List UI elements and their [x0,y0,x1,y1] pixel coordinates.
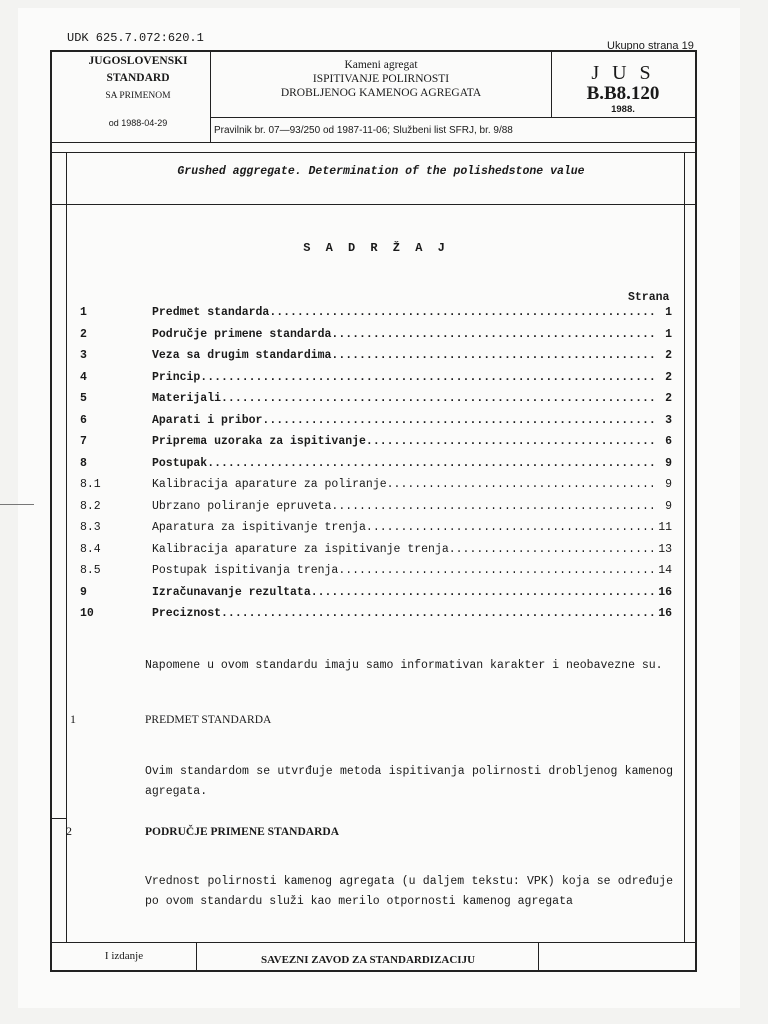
org-line-2: STANDARD [106,72,170,84]
toc-item-page: 14 [658,564,672,577]
header-reg-divider [210,117,697,118]
english-title: Grushed aggregate. Determination of the polishedstone value [177,165,585,178]
toc-item-title [152,435,658,448]
toc-item-page: 1 [665,306,672,319]
toc-item-title [152,349,658,362]
toc-item-number: 8 [80,456,87,470]
standard-code [552,62,694,115]
toc-item-title [152,564,658,577]
toc-item-page: 9 [665,499,672,513]
toc-item-title [152,414,658,427]
org-line-3: SA PRIMENOM [105,91,171,101]
toc-item-title [152,371,658,384]
udk-code: UDK 625.7.072:620.1 [67,31,204,45]
toc-item-title-text: Kalibracija aparature za ispitivanje trenja [152,542,449,556]
toc-item-number: 8.5 [80,564,101,577]
toc-item-number: 4 [80,370,87,384]
toc-item-title-text: Kalibracija aparature za poliranje [152,478,387,491]
toc-item-title-text: Princip [152,370,201,384]
toc-item [80,478,672,498]
toc-item-number: 8.3 [80,521,101,534]
toc-item-page: 2 [665,392,672,405]
code-year: 1988. [611,104,635,115]
toc-item-number: 8.4 [80,542,101,556]
toc-item [80,392,672,412]
toc-item-number: 2 [80,327,87,341]
footer-col-divider-2 [538,942,539,972]
section-2-title: PODRUČJE PRIMENE STANDARDA [145,826,340,838]
toc-item [80,543,672,563]
toc-item-page: 16 [658,607,672,620]
toc-item-page: 2 [665,349,672,362]
standard-date: od 1988-04-29 [108,118,168,128]
toc-item-title-text: Područje primene standarda [152,327,332,341]
toc-item-page: 13 [658,542,672,556]
toc-item [80,457,672,477]
standard-title [212,58,550,100]
toc-item-title-text: Priprema uzoraka za ispitivanje [152,435,366,448]
section-1-number: 1 [70,712,76,726]
toc-item-page: 3 [665,413,672,427]
code-line-2: B.B8.120 [586,83,660,104]
regulation-line: Pravilnik br. 07—93/250 od 1987-11-06; Službeni list SFRJ, br. 9/88 [214,125,513,136]
toc-item-title-text: Izračunavanje rezultata [152,585,311,599]
toc-item [80,607,672,627]
toc-page-header: Strana [628,291,670,304]
code-line-1: J U S [591,62,655,84]
toc-item-title-text: Preciznost [152,607,222,620]
standard-org [66,52,210,101]
toc-item-page: 9 [665,456,672,470]
title-line-1: Kameni agregat [344,59,418,71]
footer-divider [50,942,697,943]
toc-item-number: 1 [80,306,87,319]
toc-item-title-text: Postupak ispitivanja trenja [152,564,339,577]
toc-item [80,306,672,326]
toc-item [80,328,672,348]
toc-item-title [152,521,658,534]
toc-item-number: 9 [80,585,87,599]
toc-item-title [152,306,658,319]
section-2-number: 2 [66,824,72,838]
toc-item-title-text: Ubrzano poliranje epruveta [152,499,332,513]
toc-item-title-text: Aparati i pribor [152,413,263,427]
toc-item-title [152,457,658,470]
total-pages: Ukupno strana 19 [607,40,694,52]
margin-mark [0,504,34,505]
toc-item [80,521,672,541]
toc-item [80,500,672,520]
edition-label: I izdanje [104,950,144,962]
footer-col-divider-1 [196,942,197,972]
toc-item-page: 6 [665,435,672,448]
header-divider [50,142,697,143]
toc-item-number: 6 [80,413,87,427]
toc-heading: S A D R Ž A J [303,241,449,255]
toc-item-title [152,478,658,491]
title-divider [50,204,697,205]
toc-item-title [152,607,658,620]
toc-item-number: 10 [80,607,94,620]
toc-item-title [152,392,658,405]
toc-item-number: 8.1 [80,478,101,491]
publisher-label: SAVEZNI ZAVOD ZA STANDARDIZACIJU [260,954,476,966]
toc-item [80,435,672,455]
toc-item-page: 16 [658,585,672,599]
section-2-tick [50,818,66,819]
title-line-3: DROBLJENOG KAMENOG AGREGATA [280,87,482,99]
toc-item-title-text: Postupak [152,456,208,470]
toc-item-page: 1 [665,327,672,341]
toc-item [80,586,672,606]
toc-item-title-text: Aparatura za ispitivanje trenja [152,521,366,534]
inner-right-rule [684,152,685,942]
header-divider-2 [50,152,697,153]
toc-item-title [152,543,658,556]
toc-item-number: 7 [80,435,87,448]
toc-item [80,371,672,391]
section-1-body: Ovim standardom se utvrđuje metoda ispitivanja polirnosti drobljenog kamenog agregata. [145,765,673,798]
section-2-body: Vrednost polirnosti kamenog agregata (u daljem tekstu: VPK) koja se određuje po ovom standardu služi kao merilo otpornosti kamenog agregata [145,875,673,908]
toc-item [80,349,672,369]
header-col-divider-1 [210,50,211,142]
toc-item [80,414,672,434]
section-1-title: PREDMET STANDARDA [145,714,272,726]
toc-item-title-text: Predmet standarda [152,306,270,319]
toc-item [80,564,672,584]
toc-item-title-text: Materijali [152,392,222,405]
toc-item-title [152,500,658,513]
toc-item-page: 2 [665,370,672,384]
toc-item-page: 9 [665,478,672,491]
note-text: Napomene u ovom standardu imaju samo informativan karakter i neobavezne su. [145,659,663,672]
toc-item-title [152,328,658,341]
toc-item-number: 8.2 [80,499,101,513]
toc-item-title-text: Veza sa drugim standardima [152,349,332,362]
toc-item-number: 5 [80,392,87,405]
toc-item-title [152,586,658,599]
org-line-1: JUGOSLOVENSKI [88,55,188,67]
title-line-2: ISPITIVANJE POLIRNOSTI [312,73,450,85]
toc-item-number: 3 [80,349,87,362]
toc-item-page: 11 [658,521,672,534]
